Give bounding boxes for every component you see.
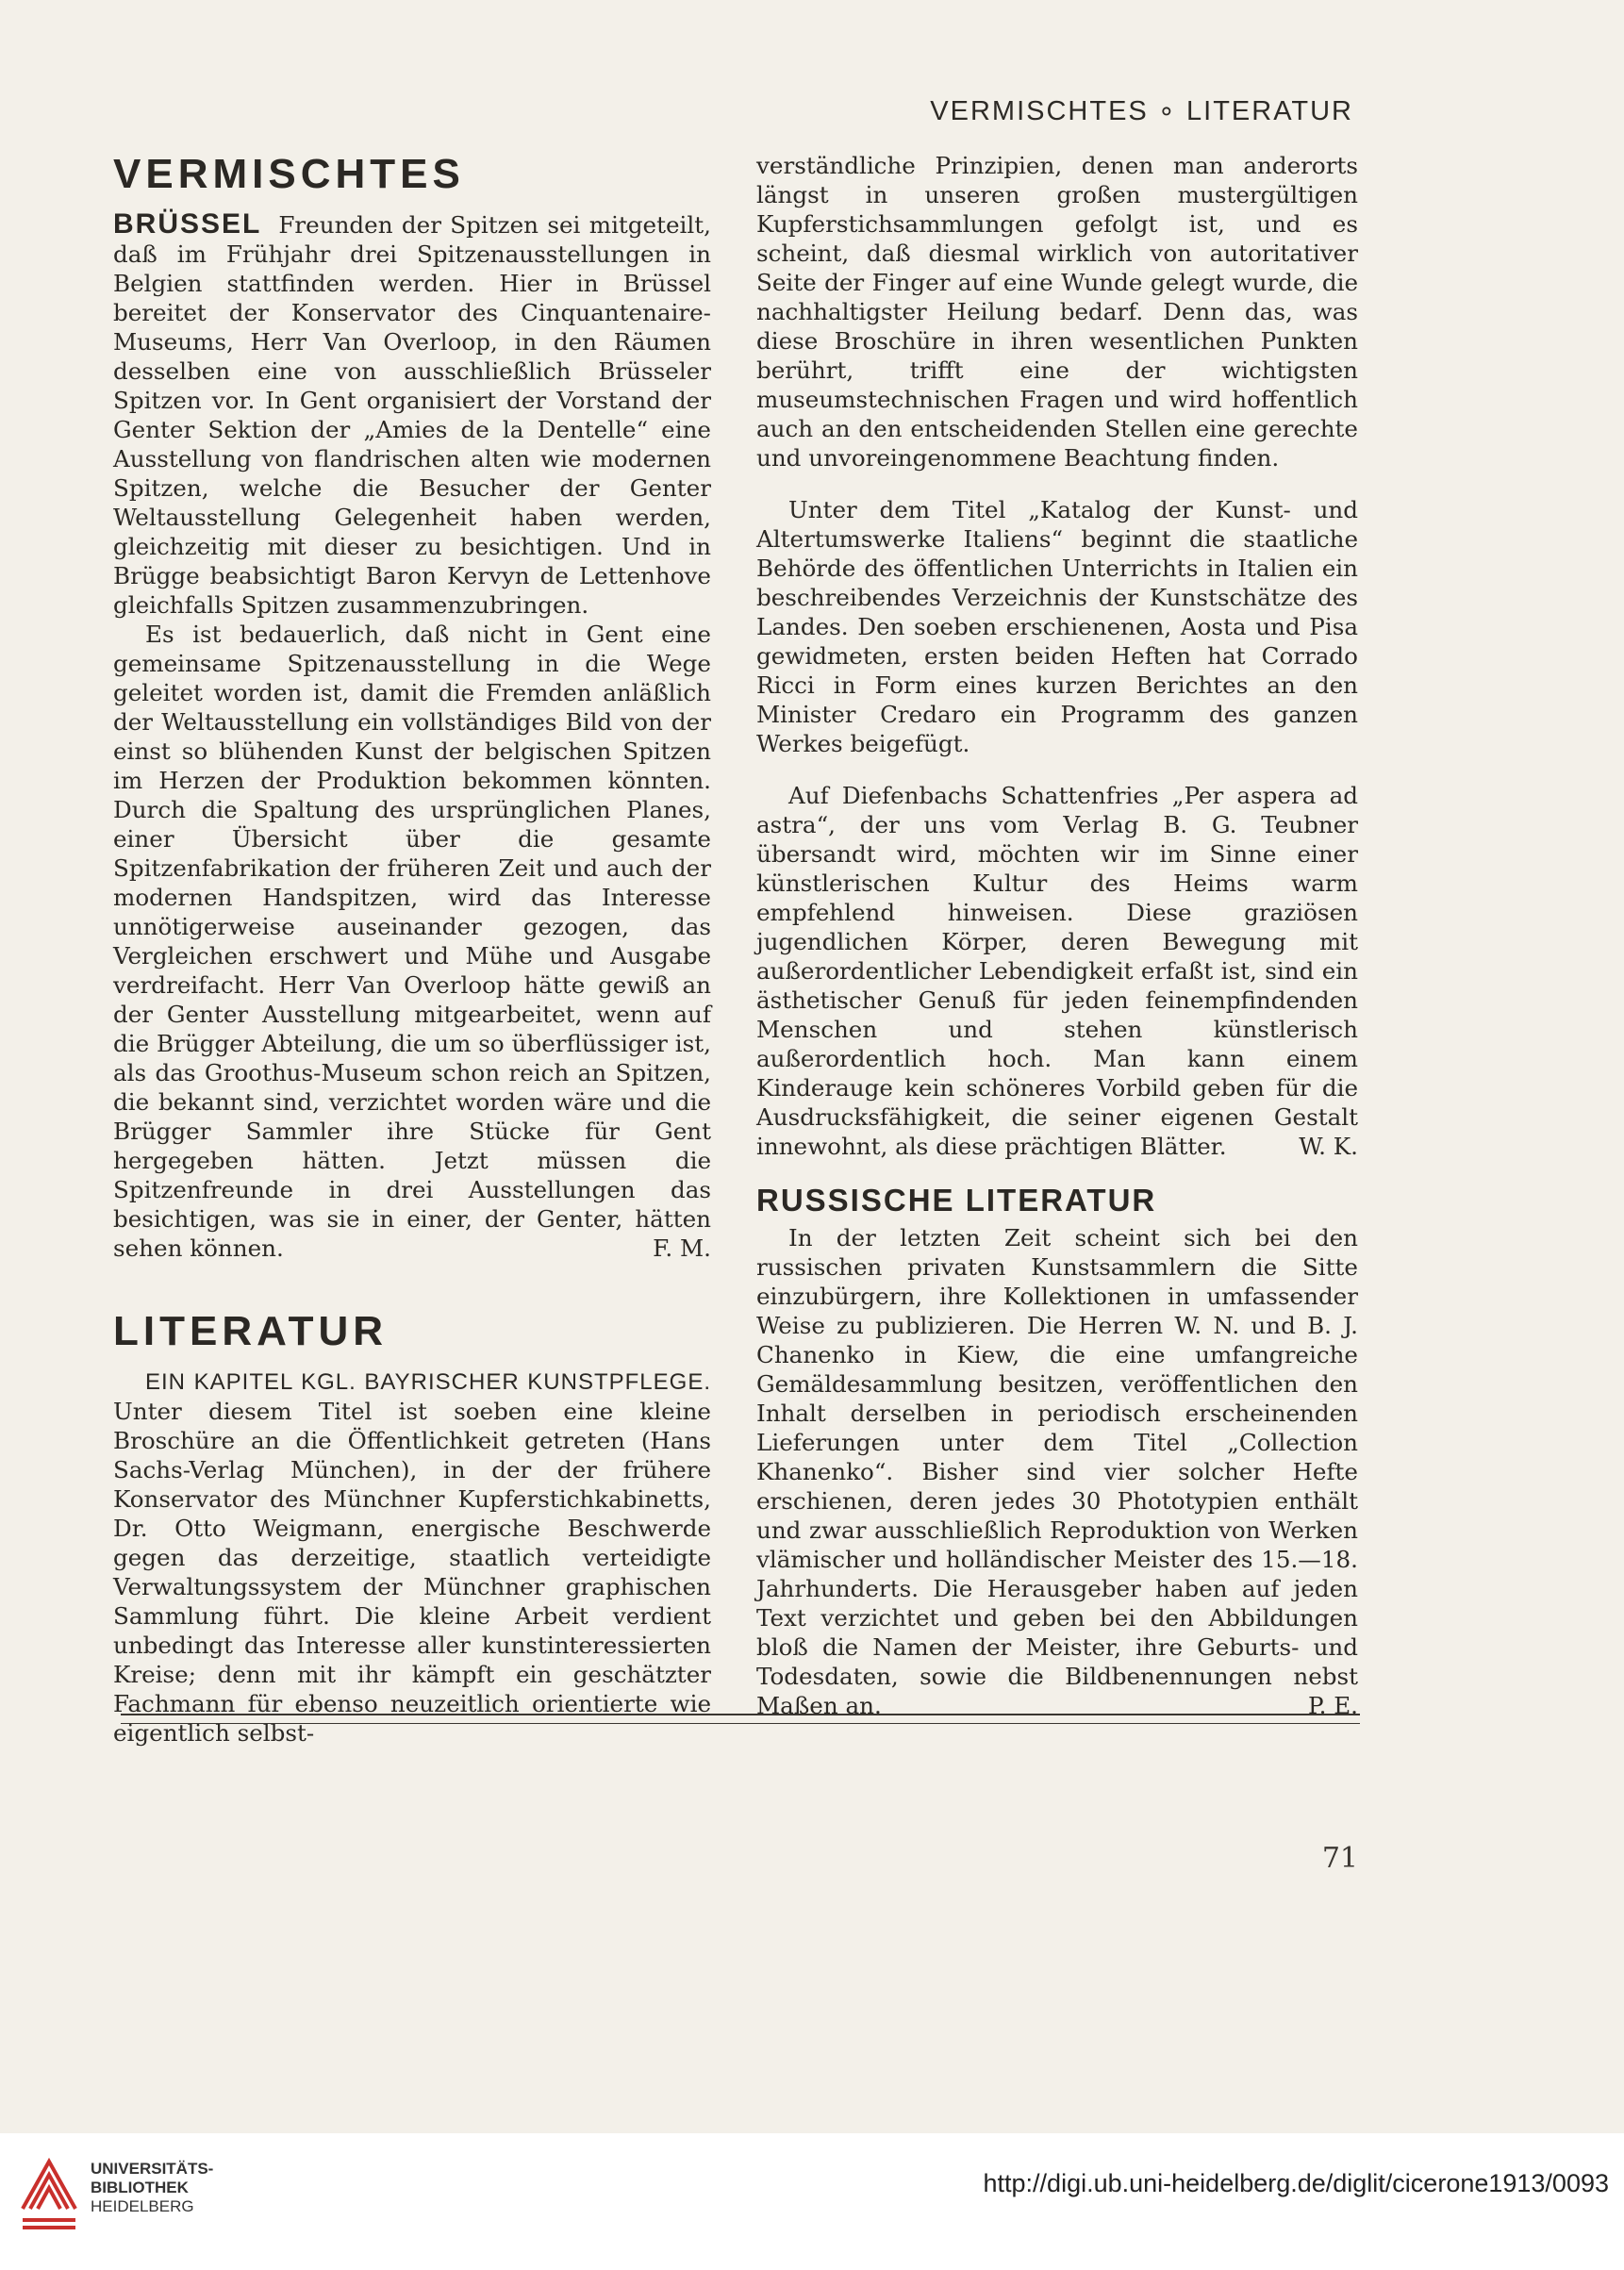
library-logo-icon <box>17 2152 81 2233</box>
author-signature: P. E. <box>1308 1692 1358 1719</box>
footer-rule <box>121 1714 1360 1715</box>
page-number: 71 <box>1321 1842 1358 1875</box>
section-heading-russische-literatur: RUSSISCHE LITERATUR <box>756 1183 1157 1218</box>
section-heading-literatur: LITERATUR <box>113 1308 389 1354</box>
article-text: Auf Diefenbachs Schattenfries „Per aspera ad astra“, der uns vom Verlag B. G. Teubner übersandt wird, möchten wir im Sinne einer künstlerischen Kultur des Heims warm empfehlend hinweisen. Diese graziösen jugendlichen Körper, deren Bewegung mit außerordentlicher Lebendigkeit erfaßt ist, sind ein ästhetischer Genuß für jeden feinempfindenden Menschen und stehen künstlerisch außerordentlich hoch. Man kann einem Kinderauge kein schöneres Vorbild geben für die Ausdrucksfähigkeit, die seiner eigenen Gestalt innewohnt, als diese prächtigen Blätter. <box>756 782 1358 1160</box>
article-kunstpflege-continued: verständliche Prinzipien, denen man anderorts längst in unseren großen mustergültigen Kupferstichsammlungen gefolgt ist, und es scheint, daß diesmal wirklich von autoritativer Seite der Finger auf eine Wunde gelegt wurde, die nachhaltigster Heilung bedarf. Denn das, was diese Broschüre in ihren wesentlichen Punkten berührt, trifft eine der wichtigsten museumstechnischen Fragen und wird hoffentlich auch an den entscheidenden Stellen eine gerechte und unvoreingenommene Beachtung finden. <box>756 152 1358 472</box>
article-lead-kunstpflege: EIN KAPITEL KGL. BAYRISCHER KUNSTPFLEGE. <box>145 1369 711 1395</box>
library-logo-line: HEIDELBERG <box>91 2197 194 2215</box>
section-heading-vermischtes: VERMISCHTES <box>113 151 465 197</box>
library-strip <box>0 2133 1624 2270</box>
article-diefenbach <box>756 781 1358 1161</box>
author-signature: W. K. <box>1299 1133 1358 1160</box>
library-logo-line: UNIVERSITÄTS- <box>91 2160 214 2178</box>
article-kunstpflege <box>113 1367 711 1748</box>
footer-rule <box>121 1723 1360 1724</box>
right-column <box>756 151 1358 1720</box>
article-bruessel-p1 <box>113 209 711 620</box>
article-russische-literatur <box>756 1223 1358 1720</box>
article-text: Es ist bedauerlich, daß nicht in Gent eine gemeinsame Spitzenausstellung in die Wege geleitet worden ist, damit die Fremden anläßlich der Weltausstellung ein vollständiges Bild von der einst so blühenden Kunst der belgischen Spitzen im Herzen der Produktion bekommen könnten. Durch die Spaltung des ursprünglichen Planes, einer Übersicht über die gesamte Spitzenfabrikation der früheren Zeit und auch der modernen Handspitzen, wird das Interesse unnötigerweise auseinander gezogen, das Vergleichen erschwert und Mühe und Ausgabe verdreifacht. Herr Van Overloop hätte gewiß an der Genter Ausstellung mitgearbeitet, wenn auf die Brügger Abteilung, die um so überflüssiger ist, als das Groothus-Museum schon reich an Spitzen, die bekannt sind, verzichtet worden wäre und die Brügger Sammler ihre Stücke für Gent hergegeben hätten. Jetzt müssen die Spitzenfreunde in drei Ausstellungen das besichtigen, was sie in einer, der Genter, hätten sehen können. <box>113 621 711 1262</box>
article-text: In der letzten Zeit scheint sich bei den russischen privaten Kunstsammlern die Sitte einzubürgern, ihre Kollektionen in umfassender Weise zu publizieren. Die Herren W. N. und B. J. Chanenko in Kiew, die eine umfangreiche Gemäldesammlung besitzen, veröffentlichen den Inhalt derselben in periodisch erscheinenden Lieferungen unter dem Titel „Collection Khanenko“. Bisher sind vier solcher Hefte erschienen, deren jedes 30 Phototypien enthält und zwar ausschließlich Reproduktion von Werken vlämischer und holländischer Meister des 15.—18. Jahrhunderts. Die Herausgeber haben auf jeden Text verzichtet und geben bei den Abbildungen bloß die Namen der Meister, ihre Geburts- und Todesdaten, sowie die Bildbenennungen nebst Maßen an. <box>756 1224 1358 1719</box>
running-header: VERMISCHTES ∘ LITERATUR <box>930 96 1353 126</box>
article-bruessel-p2 <box>113 620 711 1263</box>
source-url-link[interactable]: http://digi.ub.uni-heidelberg.de/diglit/cicerone1913/0093 <box>983 2169 1609 2197</box>
library-logo-text <box>91 2160 213 2216</box>
article-text: Unter diesem Titel ist soeben eine kleine Broschüre an die Öffentlichkeit getreten (Hans Sachs-Verlag München), in der der frühere Konservator des Münchner Kupferstichkabinetts, Dr. Otto Weigmann, energische Beschwerde gegen das derzeitige, staatlich verteidigte Verwaltungssystem der Münchner graphischen Sammlung führt. Die kleine Arbeit verdient unbedingt das Interesse aller kunstinteressierten Kreise; denn mit ihr kämpft ein geschätzter Fachmann für ebenso neuzeitlich orientierte wie eigentlich selbst- <box>113 1398 711 1747</box>
article-text: Freunden der Spitzen sei mitgeteilt, daß im Frühjahr drei Spitzenausstellungen in Belgien stattfinden werden. Hier in Brüssel bereitet der Konservator des Cinquantenaire-Museums, Herr Van Overloop, in den Räumen desselben eine von ausschließlich Brüsseler Spitzen vor. In Gent organisiert der Vorstand der Genter Sektion der „Amies de la Dentelle“ eine Ausstellung von flandrischen alten wie modernen Spitzen, welche die Besucher der Genter Weltausstellung Gelegenheit haben werden, gleichzeitig mit dieser zu besichtigen. Und in Brügge beabsichtigt Baron Kervyn de Lettenhove gleichfalls Spitzen zusammenzubringen. <box>113 211 711 619</box>
library-logo-line: BIBLIOTHEK <box>91 2179 189 2196</box>
left-column <box>113 151 711 1748</box>
article-lead-bruessel: BRÜSSEL <box>113 208 262 240</box>
author-signature: F. M. <box>653 1234 711 1262</box>
article-katalog: Unter dem Titel „Katalog der Kunst- und Altertumswerke Italiens“ beginnt die staatliche Behörde des öffentlichen Unterrichts in Italien ein beschreibendes Verzeichnis der Kunstschätze des Landes. Den soeben erschienenen, Aosta und Pisa gewidmeten, ersten beiden Heften hat Corrado Ricci in Form eines kurzen Berichtes an den Minister Credaro ein Programm des ganzen Werkes beigefügt. <box>756 496 1358 757</box>
